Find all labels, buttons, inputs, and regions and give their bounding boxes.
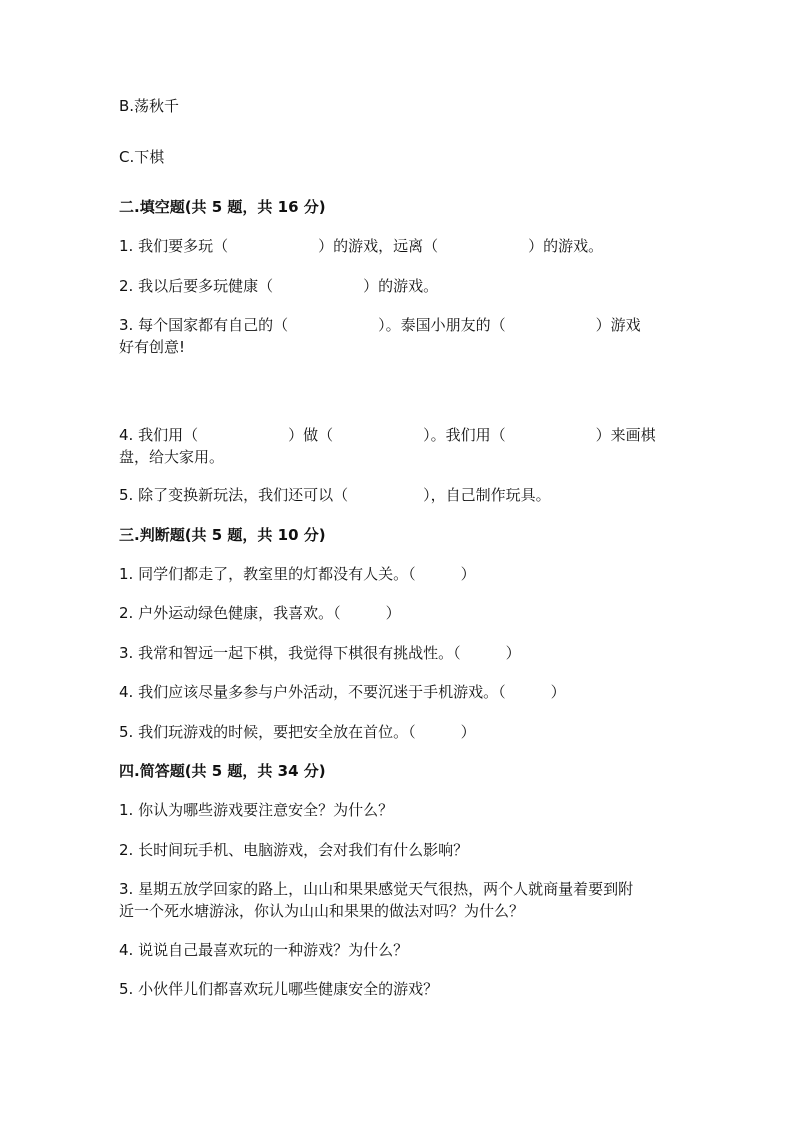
section4-heading: 四.简答题(共 5 题，共 34 分) [119,762,326,780]
judge-question-4: 4. 我们应该尽量多参与户外活动，不要沉迷于手机游戏。（ ） [119,683,566,701]
judge-question-3: 3. 我常和智远一起下棋，我觉得下棋很有挑战性。（ ） [119,644,521,662]
judge-question-5: 5. 我们玩游戏的时候，要把安全放在首位。（ ） [119,723,476,741]
option-c: C.下棋 [119,148,165,166]
short-question-4: 4. 说说自己最喜欢玩的一种游戏？为什么？ [119,941,409,959]
short-question-3-line1: 3. 星期五放学回家的路上，山山和果果感觉天气很热，两个人就商量着要到附 [119,880,634,898]
option-b: B.荡秋千 [119,97,180,115]
short-question-5: 5. 小伙伴儿们都喜欢玩儿哪些健康安全的游戏？ [119,980,439,998]
judge-question-2: 2. 户外运动绿色健康，我喜欢。（ ） [119,604,401,622]
short-question-3-line2: 近一个死水塘游泳，你认为山山和果果的做法对吗？为什么？ [119,902,525,920]
section2-heading: 二.填空题(共 5 题，共 16 分) [119,198,326,216]
fill-question-3-line1: 3. 每个国家都有自己的（ ）。泰国小朋友的（ ）游戏 [119,316,641,334]
short-question-1: 1. 你认为哪些游戏要注意安全？为什么？ [119,801,394,819]
fill-question-3-line2: 好有创意! [119,338,186,356]
fill-question-2: 2. 我以后要多玩健康（ ）的游戏。 [119,277,439,295]
section3-heading: 三.判断题(共 5 题，共 10 分) [119,526,326,544]
fill-question-5: 5. 除了变换新玩法，我们还可以（ ），自己制作玩具。 [119,486,551,504]
fill-question-1: 1. 我们要多玩（ ）的游戏，远离（ ）的游戏。 [119,237,604,255]
short-question-2: 2. 长时间玩手机、电脑游戏，会对我们有什么影响？ [119,841,469,859]
judge-question-1: 1. 同学们都走了，教室里的灯都没有人关。（ ） [119,565,476,583]
fill-question-4-line2: 盘，给大家用。 [119,448,225,466]
fill-question-4-line1: 4. 我们用（ ）做（ ）。我们用（ ）来画棋 [119,426,656,444]
